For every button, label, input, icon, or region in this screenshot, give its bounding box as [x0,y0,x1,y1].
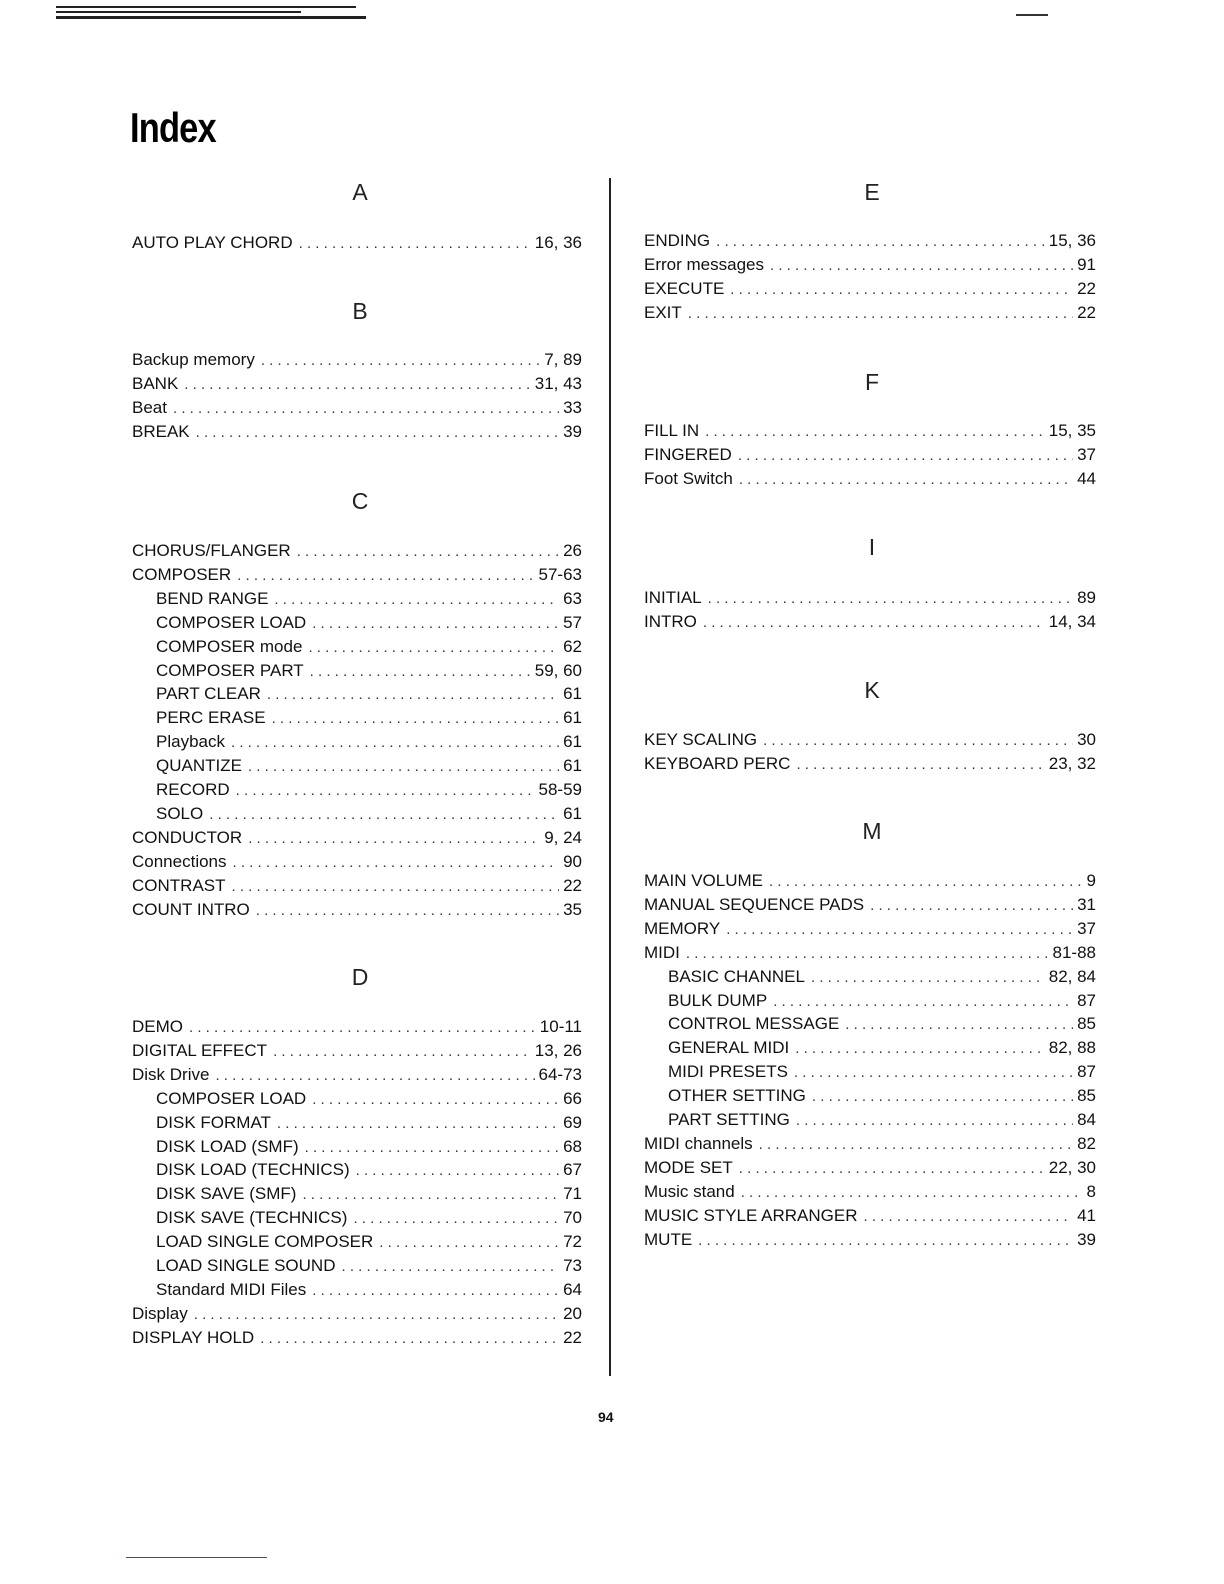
index-pages: 23, 32 [1048,753,1096,773]
index-pages: 68 [563,1136,582,1156]
index-pages: 69 [563,1112,582,1132]
dot-leader [310,661,531,683]
index-pages: 39 [1077,1229,1096,1249]
index-pages: 10-11 [539,1017,582,1036]
dot-leader [302,1184,559,1206]
dot-leader [794,1062,1073,1084]
dot-leader [864,1206,1074,1228]
index-term: DEMO [132,1017,183,1036]
index-pages: 63 [563,588,582,608]
index-term: PERC ERASE [156,708,266,728]
index-pages: 67 [563,1160,582,1180]
index-entry-disk-drive [132,1064,582,1087]
index-term: MANUAL SEQUENCE PADS [644,894,865,914]
index-entry-disk-save-technics [156,1207,582,1230]
dot-leader [260,1328,559,1350]
index-term: Error messages [644,254,764,274]
index-entry-load-single-sound [156,1255,582,1278]
index-entry-basic-channel [668,966,1096,989]
index-entry-manual-sequence-pads [644,894,1096,917]
index-entry-composer-part [156,660,582,683]
index-pages: 61 [563,684,582,704]
dot-leader [305,1137,559,1159]
index-entry-music-stand [644,1181,1096,1204]
index-term: BEND RANGE [156,588,269,608]
index-term: RECORD [156,780,230,799]
index-term: DISK SAVE (TECHNICS) [156,1208,348,1228]
index-pages: 22 [1077,278,1096,298]
dot-leader [705,421,1045,443]
index-pages: 9 [1086,871,1096,890]
index-term: MUSIC STYLE ARRANGER [644,1205,858,1225]
index-pages: 66 [563,1088,582,1108]
index-pages: 70 [563,1208,582,1228]
dot-leader [763,730,1073,752]
index-term: LOAD SINGLE COMPOSER [156,1232,374,1252]
dot-leader [739,469,1073,491]
index-pages: 13, 26 [534,1040,582,1060]
index-pages: 7, 89 [544,350,582,369]
index-pages: 89 [1077,588,1096,607]
index-term: QUANTIZE [156,756,242,776]
index-term: COMPOSER PART [156,660,304,680]
index-pages: 22 [563,1327,582,1347]
index-entry-composer-mode [156,636,582,659]
section-letter-c: C [351,488,369,514]
index-entry-foot-switch [644,468,1096,491]
index-pages: 41 [1077,1205,1096,1225]
index-term: Standard MIDI Files [156,1279,307,1299]
dot-leader [716,231,1045,253]
index-pages: 85 [1077,1014,1096,1034]
index-pages: 87 [1077,1062,1096,1082]
dot-leader [845,1014,1073,1036]
index-term: KEYBOARD PERC [644,753,791,773]
index-pages: 15, 36 [1048,231,1096,250]
index-term: COMPOSER LOAD [156,1088,307,1108]
dot-leader [308,637,559,659]
dot-leader [812,1086,1073,1108]
dot-leader [795,1038,1045,1060]
index-pages: 81-88 [1052,942,1096,962]
index-entry-bank [132,373,582,396]
index-entry-exit [644,302,1096,325]
index-entry-conductor [132,827,582,850]
index-pages: 61 [563,756,582,776]
dot-leader [312,613,559,635]
index-entry-memory [644,918,1096,941]
index-entry-initial [644,587,1096,610]
index-term: Beat [132,397,167,417]
index-term: COMPOSER mode [156,636,303,656]
index-pages: 64-73 [538,1064,582,1084]
index-pages: 44 [1077,468,1096,488]
index-entry-mode-set [644,1157,1096,1180]
index-pages: 62 [563,636,582,656]
index-term: Playback [156,732,225,752]
index-pages: 58-59 [538,780,582,799]
index-pages: 73 [563,1256,582,1275]
dot-leader [256,900,559,922]
dot-leader [196,422,559,444]
dot-leader [209,804,559,826]
dot-leader [189,1017,536,1039]
dot-leader [184,374,530,396]
index-entry-other-setting [668,1085,1096,1108]
index-entry-midi [644,942,1096,965]
index-entry-disk-load-technics [156,1159,582,1182]
dot-leader [773,991,1073,1013]
dot-leader [688,303,1073,325]
index-entry-disk-format [156,1112,582,1135]
dot-leader [261,350,540,372]
index-pages: 57-63 [538,564,582,584]
index-term: FILL IN [644,421,700,440]
index-term: PART SETTING [668,1110,790,1129]
index-pages: 71 [563,1184,582,1204]
header-dash [1016,14,1048,16]
index-pages: 26 [563,541,582,560]
index-pages: 82, 88 [1048,1038,1096,1058]
index-term: MIDI PRESETS [668,1062,788,1082]
dot-leader [708,588,1073,610]
index-entry-midi-channels [644,1133,1096,1156]
index-pages: 61 [563,732,582,752]
index-entry-playback [156,731,582,754]
index-term: LOAD SINGLE SOUND [156,1256,336,1275]
index-entry-music-style-arranger [644,1205,1096,1228]
index-term: BULK DUMP [668,990,768,1010]
index-term: DISK LOAD (TECHNICS) [156,1160,350,1180]
index-entry-midi-presets [668,1061,1096,1084]
dot-leader [312,1089,559,1111]
index-term: AUTO PLAY CHORD [132,233,293,252]
index-pages: 30 [1077,730,1096,749]
index-term: EXIT [644,302,682,322]
dot-leader [272,708,559,730]
index-term: Connections [132,851,227,871]
index-term: INTRO [644,611,697,631]
index-term: Disk Drive [132,1064,210,1084]
dot-leader [237,565,534,587]
index-entry-general-midi [668,1037,1096,1060]
dot-leader [173,398,559,420]
index-entry-key-scaling [644,729,1096,752]
dot-leader [686,943,1049,965]
index-pages: 82, 84 [1048,966,1096,986]
index-entry-bulk-dump [668,990,1096,1013]
dot-leader [730,279,1073,301]
dot-leader [698,1230,1073,1252]
index-pages: 15, 35 [1048,421,1096,440]
index-entry-part-setting [668,1109,1096,1132]
index-entry-composer-load [156,1088,582,1111]
index-entry-backup-memory [132,349,582,372]
section-letter-k: K [864,677,880,703]
index-pages: 8 [1086,1181,1096,1201]
index-term: COMPOSER [132,564,232,584]
dot-leader [741,1182,1083,1204]
page-title: Index [130,104,216,151]
index-pages: 57 [563,612,582,632]
header-rule [56,6,366,20]
dot-leader [312,1280,559,1302]
index-pages: 16, 36 [534,233,582,252]
index-entry-fingered [644,444,1096,467]
footer-rule [126,1557,267,1558]
index-entry-perc-erase [156,707,582,730]
index-pages: 22, 30 [1048,1157,1096,1177]
dot-leader [739,1158,1045,1180]
index-entry-fill-in [644,420,1096,443]
dot-leader [353,1208,559,1230]
dot-leader [379,1232,559,1254]
index-pages: 39 [563,421,582,441]
index-term: PART CLEAR [156,684,261,704]
index-term: BREAK [132,421,190,441]
index-entry-solo [156,803,582,826]
index-entry-beat [132,397,582,420]
dot-leader [870,895,1073,917]
dot-leader [267,684,559,706]
index-entry-disk-save-smf [156,1183,582,1206]
section-letter-f: F [864,369,880,395]
index-term: CONDUCTOR [132,827,243,847]
index-entry-display [132,1303,582,1326]
index-pages: 59, 60 [534,660,582,680]
dot-leader [726,919,1073,941]
index-term: COUNT INTRO [132,899,250,919]
dot-leader [233,852,560,874]
index-term: SOLO [156,803,204,823]
section-letter-m: M [862,818,882,844]
index-pages: 37 [1077,444,1096,464]
dot-leader [356,1160,559,1182]
index-term: DISPLAY HOLD [132,1327,255,1347]
dot-leader [236,780,535,802]
index-term: DIGITAL EFFECT [132,1040,268,1060]
dot-leader [274,589,559,611]
index-entry-auto-play-chord [132,232,582,255]
index-term: MUTE [644,1229,693,1249]
dot-leader [215,1065,534,1087]
dot-leader [769,871,1083,893]
dot-leader [759,1134,1073,1156]
index-pages: 20 [563,1303,582,1323]
index-entry-chorus-flanger [132,540,582,563]
index-term: CHORUS/FLANGER [132,541,291,560]
index-entry-quantize [156,755,582,778]
dot-leader [277,1113,559,1135]
index-term: Display [132,1303,188,1323]
index-entry-disk-load-smf [156,1136,582,1159]
index-entry-intro [644,611,1096,634]
index-term: FINGERED [644,444,732,464]
index-pages: 61 [563,803,582,823]
index-term: Foot Switch [644,468,733,488]
index-term: GENERAL MIDI [668,1038,790,1058]
index-entry-record [156,779,582,802]
index-entry-keyboard-perc [644,753,1096,776]
index-pages: 14, 34 [1048,611,1096,631]
index-pages: 9, 24 [544,827,582,847]
index-entry-count-intro [132,899,582,922]
dot-leader [796,1110,1073,1132]
index-term: MIDI [644,942,680,962]
index-pages: 33 [563,397,582,417]
index-pages: 85 [1077,1086,1096,1106]
index-term: KEY SCALING [644,730,758,749]
page-number: 94 [598,1409,614,1425]
index-entry-control-message [668,1013,1096,1036]
dot-leader [811,967,1045,989]
index-entry-composer [132,564,582,587]
index-pages: 91 [1077,254,1096,274]
index-term: ENDING [644,231,711,250]
index-entry-main-volume [644,870,1096,893]
index-pages: 22 [1077,302,1096,322]
index-term: Music stand [644,1181,735,1201]
dot-leader [342,1256,560,1278]
index-pages: 72 [563,1232,582,1252]
dot-leader [770,255,1073,277]
dot-leader [232,876,560,898]
index-term: BANK [132,373,179,393]
section-letter-a: A [352,179,368,205]
index-term: COMPOSER LOAD [156,612,307,632]
index-term: Backup memory [132,350,255,369]
index-term: MEMORY [644,918,721,938]
index-entry-connections [132,851,582,874]
index-pages: 22 [563,875,582,895]
index-entry-digital-effect [132,1040,582,1063]
index-pages: 64 [563,1279,582,1299]
index-term: DISK SAVE (SMF) [156,1184,297,1204]
index-entry-bend-range [156,588,582,611]
dot-leader [273,1041,531,1063]
index-entry-part-clear [156,683,582,706]
index-term: EXECUTE [644,278,725,298]
index-term: CONTRAST [132,875,226,895]
index-pages: 37 [1077,918,1096,938]
section-letter-i: I [868,534,876,560]
index-entry-standard-midi-files [156,1279,582,1302]
index-pages: 61 [563,708,582,728]
dot-leader [248,828,540,850]
section-letter-d: D [351,964,369,990]
index-pages: 90 [563,851,582,871]
index-term: CONTROL MESSAGE [668,1014,840,1034]
index-entry-execute [644,278,1096,301]
dot-leader [703,612,1045,634]
section-letter-e: E [864,179,880,205]
index-pages: 31 [1077,894,1096,914]
index-entry-load-single-composer [156,1231,582,1254]
index-entry-error-messages [644,254,1096,277]
index-entry-display-hold [132,1327,582,1350]
index-term: MIDI channels [644,1133,753,1153]
index-pages: 31, 43 [534,373,582,393]
index-entry-break [132,421,582,444]
index-term: DISK LOAD (SMF) [156,1136,299,1156]
index-entry-mute [644,1229,1096,1252]
index-term: OTHER SETTING [668,1086,806,1106]
index-term: MODE SET [644,1157,733,1177]
index-term: INITIAL [644,588,702,607]
dot-leader [299,233,531,255]
index-term: DISK FORMAT [156,1112,271,1132]
index-pages: 35 [563,899,582,919]
index-term: BASIC CHANNEL [668,966,805,986]
column-divider [609,178,611,1376]
dot-leader [248,756,559,778]
dot-leader [738,445,1073,467]
index-pages: 82 [1077,1133,1096,1153]
index-pages: 84 [1077,1110,1096,1129]
index-pages: 87 [1077,990,1096,1010]
dot-leader [194,1304,559,1326]
index-entry-ending [644,230,1096,253]
index-entry-contrast [132,875,582,898]
index-entry-composer-load [156,612,582,635]
index-term: MAIN VOLUME [644,871,764,890]
dot-leader [796,754,1044,776]
dot-leader [231,732,559,754]
index-entry-demo [132,1016,582,1039]
section-letter-b: B [352,298,368,324]
dot-leader [297,541,559,563]
